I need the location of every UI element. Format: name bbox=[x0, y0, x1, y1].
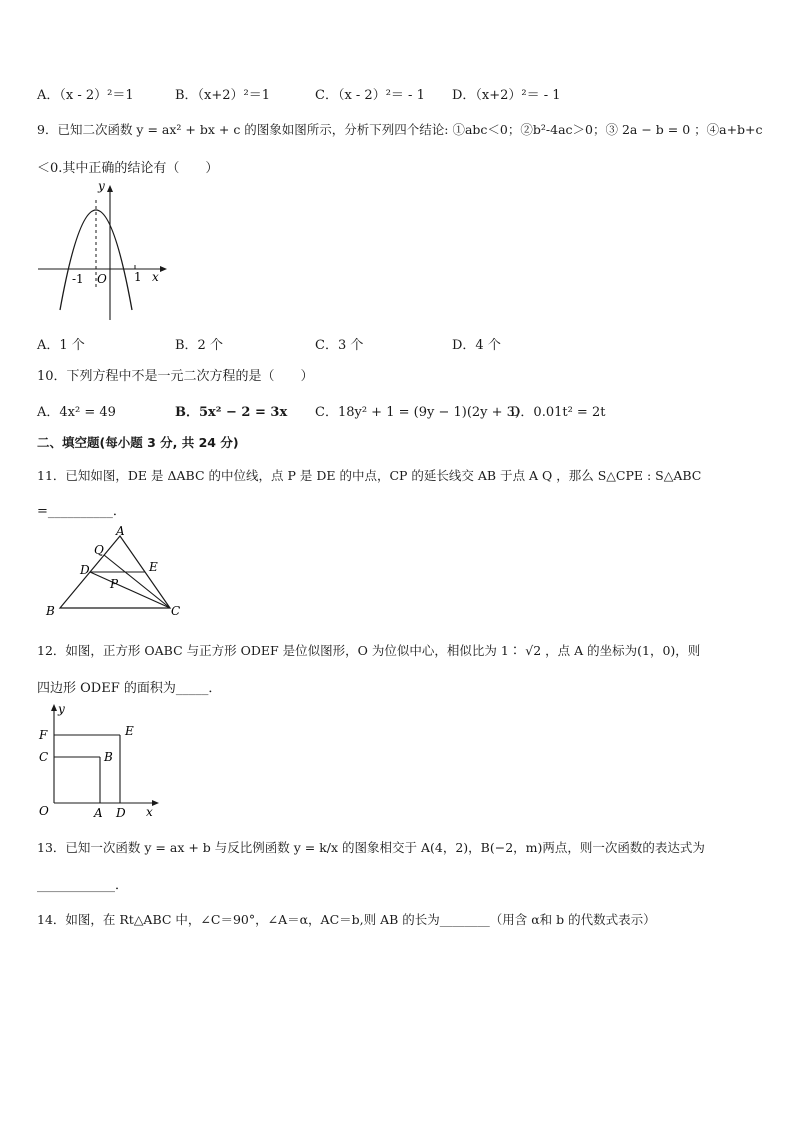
q10-option-a: A．4x² = 49 bbox=[37, 405, 116, 420]
q10-option-c: C．18y² + 1 = (9y − 1)(2y + 3) bbox=[315, 405, 521, 420]
q8-option-b: B．（x+2）²＝1 bbox=[175, 88, 271, 103]
q9-parabola-graph bbox=[30, 180, 170, 325]
q9-stem-line1: 9．已知二次函数 y = ax² + bx + c 的图象如图所示，分析下列四个结论: ①abc＜0；②b²-4ac＞0；③ 2a − b = 0 ；④a+b+c bbox=[37, 122, 763, 137]
q11-label-P: P bbox=[110, 577, 119, 591]
q9-graph-x-label: x bbox=[152, 270, 159, 284]
q10-option-b: B．5x² − 2 = 3x bbox=[175, 405, 288, 420]
q9-option-b: B．2 个 bbox=[175, 338, 223, 353]
q13-stem-line1: 13．已知一次函数 y = ax + b 与反比例函数 y = k/x 的图象相交于 A(4，2)，B(−2，m)两点，则一次函数的表达式为 bbox=[37, 840, 705, 855]
q11-triangle-figure bbox=[42, 524, 192, 618]
q10-stem: 10．下列方程中不是一元二次方程的是（ ） bbox=[37, 369, 314, 384]
q12-label-B: B bbox=[104, 750, 113, 764]
q10-option-d: D．0.01t² = 2t bbox=[510, 405, 606, 420]
q8-option-d: D．（x+2）²＝ - 1 bbox=[452, 88, 561, 103]
q12-stem-line2: 四边形 ODEF 的面积为_____． bbox=[37, 681, 222, 696]
q12-label-A: A bbox=[94, 806, 103, 820]
q9-graph-y-label: y bbox=[98, 179, 105, 193]
q9-option-c: C．3 个 bbox=[315, 338, 364, 353]
q14-stem-line1: 14．如图，在 Rt△ABC 中，∠C＝90°，∠A＝α，AC＝b,则 AB 的长为________（用含 α和 b 的代数式表示） bbox=[37, 912, 656, 927]
q11-label-Q: Q bbox=[94, 543, 104, 557]
q12-label-C: C bbox=[39, 750, 49, 764]
q12-stem-line1: 12．如图，正方形 OABC 与正方形 ODEF 是位似图形，O 为位似中心，相似比为 1∶ √2 ，点 A 的坐标为(1，0)，则 bbox=[37, 643, 701, 658]
q9-option-d: D．4 个 bbox=[452, 338, 501, 353]
q13-stem-line2: ____________． bbox=[37, 878, 129, 893]
q12-label-x: x bbox=[146, 805, 153, 819]
q12-squares-figure bbox=[30, 703, 170, 818]
q9-graph-origin-label: O bbox=[97, 272, 107, 286]
q11-label-A: A bbox=[116, 524, 125, 538]
section-fill-in-header: 二、填空题(每小题 3 分, 共 24 分) bbox=[37, 435, 239, 450]
q9-option-a: A．1 个 bbox=[37, 338, 85, 353]
q11-stem-line2: =__________． bbox=[37, 504, 126, 519]
q12-label-O: O bbox=[39, 804, 49, 818]
q9-graph-neg1-label: -1 bbox=[72, 272, 84, 286]
q12-label-D: D bbox=[116, 806, 126, 820]
q11-label-E: E bbox=[149, 560, 158, 574]
q11-label-D: D bbox=[80, 563, 90, 577]
q12-label-E: E bbox=[125, 724, 134, 738]
q8-option-a: A．（x - 2）²＝1 bbox=[37, 88, 134, 103]
q12-label-F: F bbox=[39, 728, 48, 742]
q9-stem-line2: ＜0.其中正确的结论有（ ） bbox=[37, 161, 219, 176]
q12-label-y: y bbox=[58, 702, 65, 716]
q11-label-B: B bbox=[46, 604, 55, 618]
q8-option-c: C．（x - 2）²＝ - 1 bbox=[315, 88, 425, 103]
q11-label-C: C bbox=[171, 604, 181, 618]
q11-stem-line1: 11．已知如图，DE 是 ΔABC 的中位线，点 P 是 DE 的中点，CP 的延长线交 AB 于点 A Q ，那么 S△CPE : S△ABC bbox=[37, 468, 702, 483]
q9-graph-pos1-label: 1 bbox=[134, 270, 142, 284]
